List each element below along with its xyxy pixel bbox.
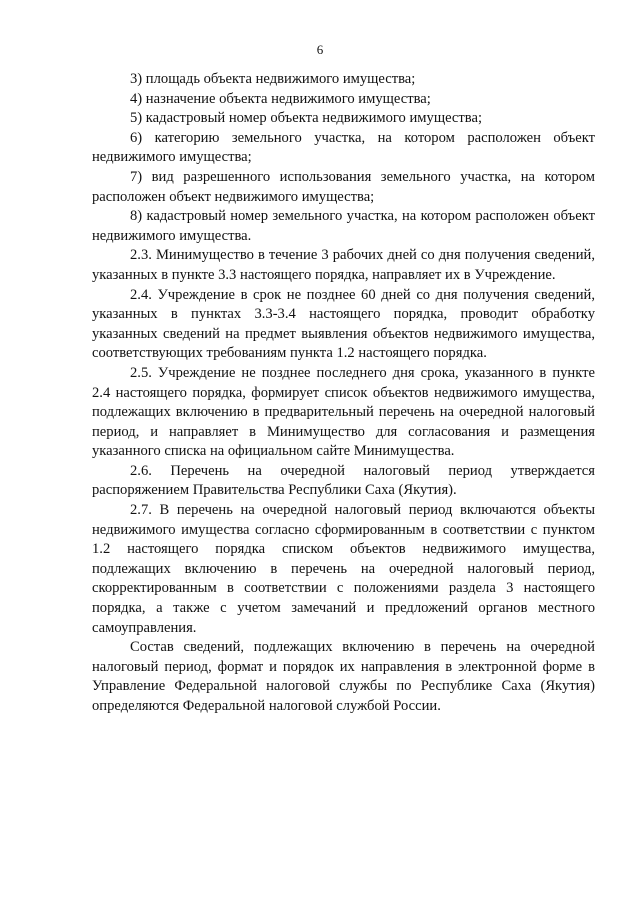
list-item-area: 3) площадь объекта недвижимого имущества;: [130, 71, 416, 87]
list-item-purpose: 4) назначение объекта недвижимого имущества;: [130, 90, 431, 107]
list-item-land-cadastral-number: 8) кадастровый номер земельного участка, на котором расположен объект недвижимого имущества.: [92, 208, 595, 244]
page-number: 6: [316, 42, 324, 57]
clause-2-7: 2.7. В перечень на очередной налоговый период включаются объекты недвижимого имущества согласно сформированным в соответствии с пунктом 1.2 настоящего порядка списком объектов недвижимого имущества, подлежащих включению в перечень на очередной налоговый период, скорректированным в соответствии с положениями раздела 3 настоящего порядка, а также с учетом замечаний и предложений органов местного самоуправления.: [92, 502, 595, 636]
clause-2-4: 2.4. Учреждение в срок не позднее 60 дней со дня получения сведений, указанных в пунктах 3.3-3.4 настоящего порядка, проводит обработку указанных сведений на предмет выявления объектов недвижимого имущества, соответствующих требованиям пункта 1.2 настоящего порядка.: [92, 286, 595, 362]
clause-2-5: 2.5. Учреждение не позднее последнего дня срока, указанного в пункте 2.4 настоящего порядка, формирует список объектов недвижимого имущества, подлежащих включению в предварительный перечень на очередной налоговый период, и направляет в Минимущество для согласования и размещения указанного списка на официальном сайте Минимущества.: [92, 364, 595, 460]
list-item-cadastral-number: 5) кадастровый номер объекта недвижимого имущества;: [130, 110, 483, 127]
document-body: [92, 70, 595, 717]
clause-2-3: 2.3. Минимущество в течение 3 рабочих дней со дня получения сведений, указанных в пункте 3.3 настоящего порядка, направляет их в Учреждение.: [92, 247, 595, 283]
list-item-land-category: 6) категорию земельного участка, на котором расположен объект недвижимого имущества;: [92, 129, 595, 166]
clause-2-6: 2.6. Перечень на очередной налоговый период утверждается распоряжением Правительства Республики Саха (Якутия).: [92, 462, 595, 499]
clause-2-7-composition: Состав сведений, подлежащих включению в перечень на очередной налоговый период, формат и порядок их направления в электронной форме в Управление Федеральной налоговой службы по Республике Саха (Якутия) определяются Федеральной налоговой службой России.: [92, 639, 595, 714]
list-item-permitted-use: 7) вид разрешенного использования земельного участка, на котором расположен объект недвижимого имущества;: [92, 168, 595, 205]
